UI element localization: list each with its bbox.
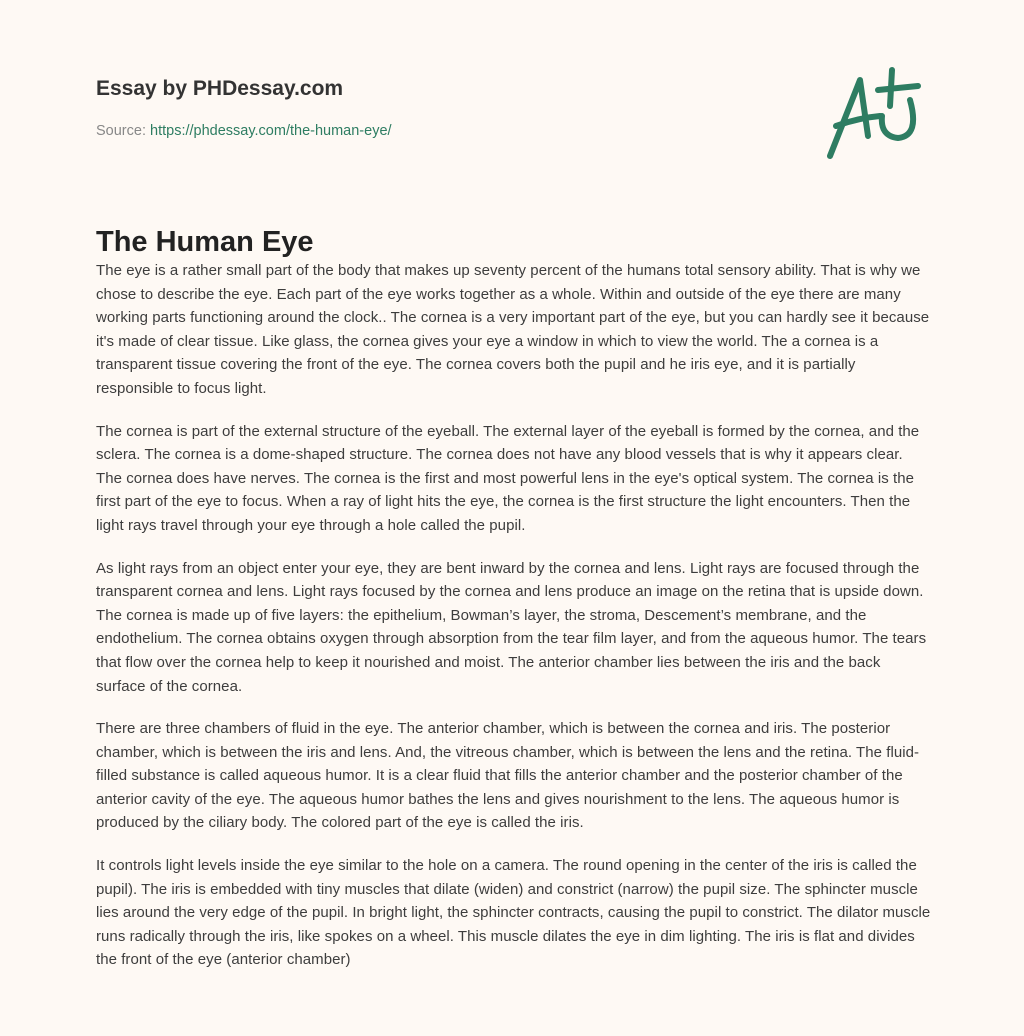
paragraph: There are three chambers of fluid in the eye. The anterior chamber, which is between the cornea and iris. The posterior chamber, which is between the iris and lens. And, the vitreous chamber, which is between the lens and the retina. The fluid-filled substance is called aqueous humor. It is a clear fluid that fills the anterior chamber and the posterior chamber of the anterior cavity of the eye. The aqueous humor bathes the lens and gives nourishment to the lens. The aqueous humor is produced by the ciliary body. The colored part of the eye is called the iris.: [96, 720, 920, 832]
a-plus-logo: [820, 66, 930, 166]
article-title: The Human Eye: [96, 226, 314, 258]
source-label: Source:: [96, 123, 146, 139]
article-body: [96, 259, 932, 991]
paragraph: The cornea is part of the external structure of the eyeball. The external layer of the eyeball is formed by the cornea, and the sclera. The cornea is a dome-shaped structure. The cornea does not have any blood vessels that is why it appears clear. The cornea does have nerves. The cornea is the first and most powerful lens in the eye's optical system. The cornea is the first part of the eye to focus. When a ray of light hits the eye, the cornea is the first structure the light encounters. Then the light rays travel through your eye through a hole called the pupil.: [96, 422, 920, 534]
paragraph: As light rays from an object enter your eye, they are bent inward by the cornea and lens. Light rays are focused through the transparent cornea and lens. Light rays focused by the cornea and lens produce an image on the retina that is upside down. The cornea is made up of five layers: the epithelium, Bowman’s layer, the stroma, Descement’s membrane, and the endothelium. The cornea obtains oxygen through absorption from the tear film layer, and from the aqueous humor. The tears that flow over the cornea help to keep it nourished and moist. The anterior chamber lies between the iris and the back surface of the cornea.: [96, 559, 927, 695]
source-line: [96, 123, 392, 139]
source-link[interactable]: https://phdessay.com/the-human-eye/: [150, 123, 392, 139]
site-title: Essay by PHDessay.com: [96, 77, 344, 100]
paragraph: The eye is a rather small part of the body that makes up seventy percent of the humans total sensory ability. That is why we chose to describe the eye. Each part of the eye works together as a whole. Within and outside of the eye there are many working parts functioning around the clock.. The cornea is a very important part of the eye, but you can hardly see it because it's made of clear tissue. Like glass, the cornea gives your eye a window in which to view the world. The a cornea is a transparent tissue covering the front of the eye. The cornea covers both the pupil and he iris eye, and it is partially responsible to focus light.: [96, 262, 930, 397]
paragraph: It controls light levels inside the eye similar to the hole on a camera. The round opening in the center of the iris is called the pupil). The iris is embedded with tiny muscles that dilate (widen) and constrict (narrow) the pupil size. The sphincter muscle lies around the very edge of the pupil. In bright light, the sphincter contracts, causing the pupil to constrict. The dilator muscle runs radically through the iris, like spokes on a wheel. This muscle dilates the eye in dim lighting. The iris is flat and divides the front of the eye (anterior chamber): [96, 857, 931, 969]
